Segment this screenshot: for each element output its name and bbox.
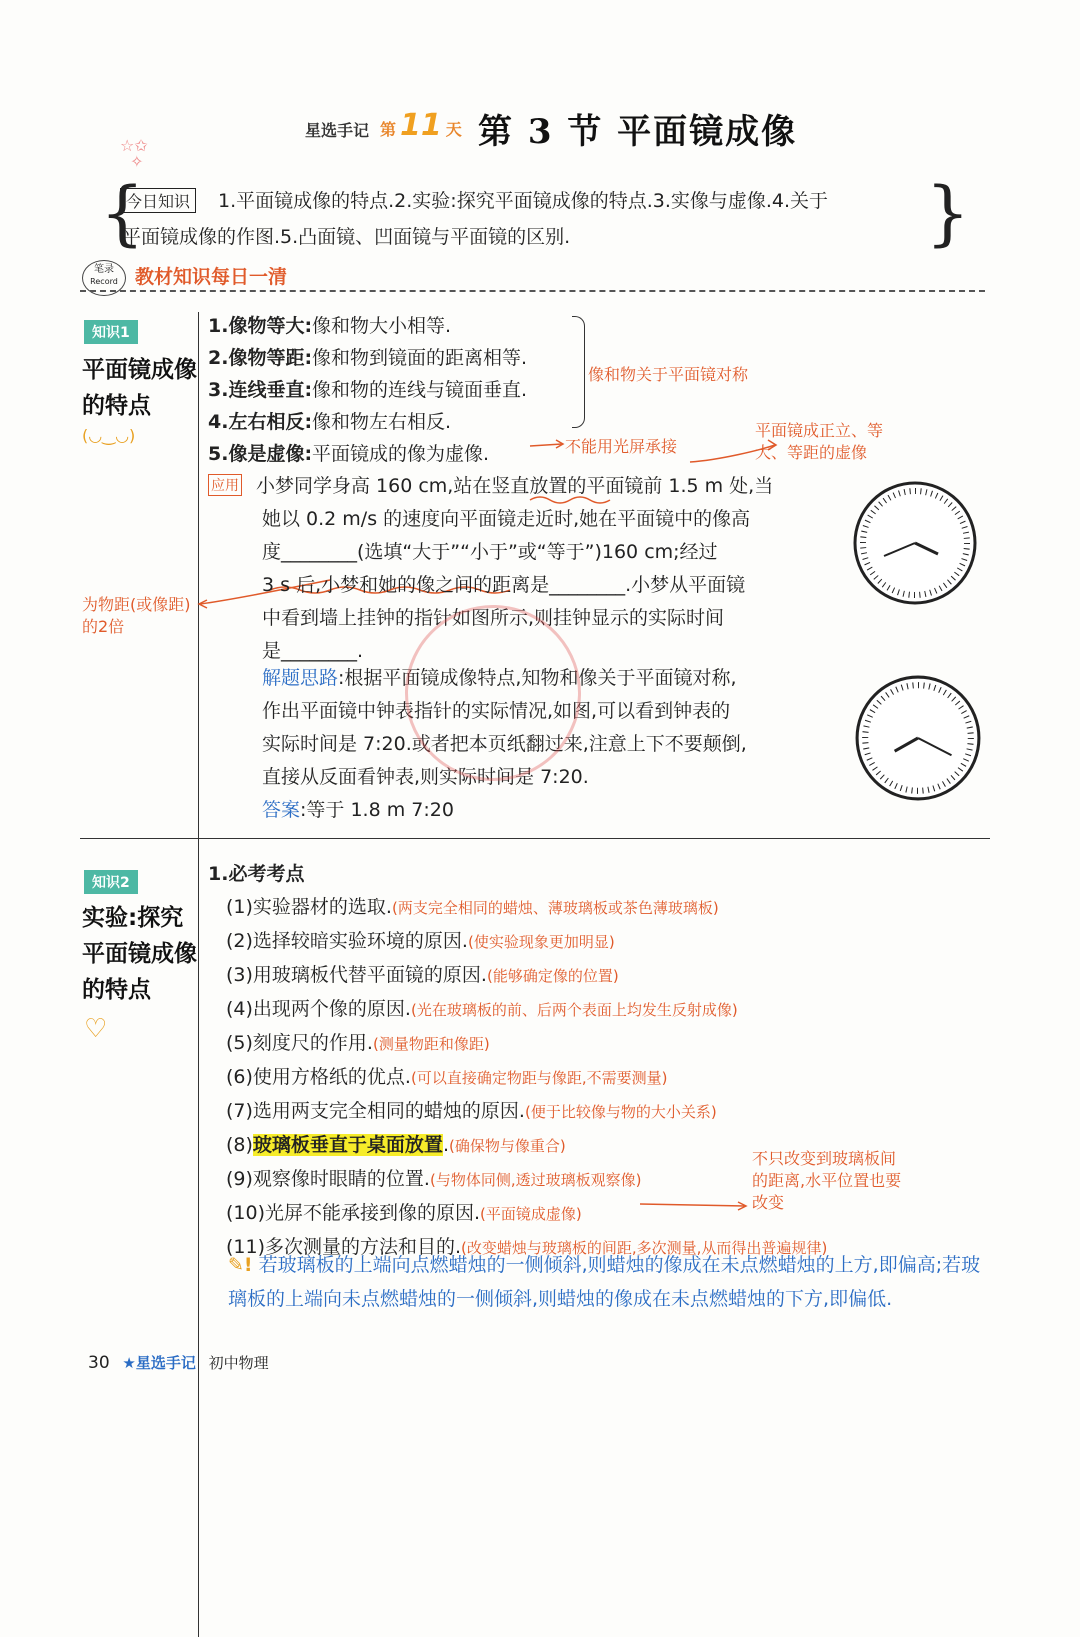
analysis-label: 解题思路 [262, 667, 339, 689]
page-title: 第 3 节 平面镜成像 [478, 112, 798, 152]
note-cannot-screen: 不能用光屏承接 [565, 437, 678, 456]
clock-icon [852, 672, 984, 804]
arrow-cannot [530, 444, 562, 446]
summary-line-2: 平面镜成像的作图.5.凸面镜、凹面镜与平面镜的区别. [122, 226, 571, 248]
knowledge-1-tag: 知识1 [84, 320, 138, 344]
list-item: (5)刻度尺的作用.(测量物距和像距) [226, 1032, 490, 1054]
analysis-line: 直接从反面看钟表,则实际时间是 7:20. [262, 766, 589, 788]
list-item: (9)观察像时眼睛的位置.(与物体同侧,透过玻璃板观察像) [226, 1168, 642, 1190]
record-title: 教材知识每日一清 [135, 266, 288, 288]
tip-content: 若玻璃板的上端向点燃蜡烛的一侧倾斜,则蜡烛的像成在未点燃蜡烛的上方,即偏高;若玻璃板的上端向未点燃蜡烛的一侧倾斜,则蜡烛的像成在未点燃蜡烛的下方,即偏低. [228, 1254, 981, 1310]
question-line: 她以 0.2 m/s 的速度向平面镜走近时,她在平面镜中的像高 [262, 508, 751, 530]
list-item: (2)选择较暗实验环境的原因.(使实验现象更加明显) [226, 930, 615, 952]
k2-heading: 1.必考考点 [208, 863, 305, 885]
page-number: 30 [88, 1353, 110, 1373]
note-distance: 为物距(或像距)的2倍 [82, 595, 191, 636]
tip-text [228, 1248, 988, 1316]
list-item: (8)玻璃板垂直于桌面放置.(确保物与像重合) [226, 1134, 566, 1156]
warning-pen-icon: ✎! [228, 1254, 253, 1276]
question-line: 是________. [262, 640, 364, 662]
note-symmetric: 像和物关于平面镜对称 [588, 365, 749, 384]
knowledge-2-tag: 知识2 [84, 870, 138, 894]
arrow-virtual [690, 445, 775, 462]
star-icon: ★ [122, 1354, 136, 1372]
note-change-position: 不只改变到玻璃板间的距离,水平位置也要改变 [752, 1149, 902, 1212]
question-line: 3 s 后,小梦和她的像之间的距离是________.小梦从平面镜 [262, 574, 746, 596]
right-brace-icon: } [925, 172, 970, 254]
record-badge-cn: 笔录 [94, 264, 114, 275]
knowledge-1-title: 平面镜成像的特点 [82, 357, 197, 419]
note-virtual-image: 平面镜成正立、等大、等距的虚像 [755, 421, 884, 462]
highlight-text: 玻璃板垂直于桌面放置 [252, 1134, 443, 1156]
series-name: 星选手记 [305, 121, 370, 140]
list-item: (10)光屏不能承接到像的原因.(平面镜成虚像) [226, 1202, 582, 1224]
footer [88, 1352, 269, 1373]
record-badge-en: Record [90, 277, 118, 286]
question-line: 中看到墙上挂钟的指针如图所示,则挂钟显示的实际时间 [262, 607, 725, 629]
analysis-line: 实际时间是 7:20.或者把本页纸翻过来,注意上下不要颠倒, [262, 733, 747, 755]
day-suffix: 天 [445, 120, 462, 139]
list-item: (1)实验器材的选取.(两支完全相同的蜡烛、薄玻璃板或茶色薄玻璃板) [226, 896, 719, 918]
answer-line: 答案:等于 1.8 m 7:20 [262, 799, 454, 821]
star-icon: ☆✩ ✧ [120, 136, 148, 171]
list-item: (7)选用两支完全相同的蜡烛的原因.(便于比较像与物的大小关系) [226, 1100, 717, 1122]
answer-label: 答案 [262, 799, 301, 821]
knowledge-2-title: 实验:探究平面镜成像的特点 [82, 905, 197, 1003]
point-3: 3.连线垂直:像和物的连线与镜面垂直. [208, 379, 528, 401]
day-prefix: 第 [380, 120, 397, 139]
list-item: (4)出现两个像的原因.(光在玻璃板的前、后两个表面上均发生反射成像) [226, 998, 738, 1020]
list-item: (6)使用方格纸的优点.(可以直接确定物距与像距,不需要测量) [226, 1066, 668, 1088]
footer-subject: 初中物理 [208, 1354, 269, 1372]
point-5: 5.像是虚像:平面镜成的像为虚像. [208, 443, 490, 465]
footer-brand: 星选手记 [135, 1354, 196, 1372]
point-1: 1.像物等大:像和物大小相等. [208, 315, 452, 337]
analysis-line: 作出平面镜中钟表指针的实际情况,如图,可以看到钟表的 [262, 700, 731, 722]
heart-icon: ♡ [84, 1014, 108, 1044]
summary-line-1: 1.平面镜成像的特点.2.实验:探究平面镜成像的特点.3.实像与虚像.4.关于 [218, 190, 829, 212]
analysis-line: 解题思路:根据平面镜成像特点,知物和像关于平面镜对称, [262, 667, 737, 689]
left-brace-icon: { [100, 172, 145, 254]
list-item: (3)用玻璃板代替平面镜的原因.(能够确定像的位置) [226, 964, 619, 986]
application-tag: 应用 [208, 474, 242, 496]
today-knowledge-tag: 今日知识 [120, 188, 196, 213]
list-item: (11)多次测量的方法和目的.(改变蜡烛与玻璃板的间距,多次测量,从而得出普遍规律) [226, 1236, 828, 1258]
point-2: 2.像物等距:像和物到镜面的距离相等. [208, 347, 528, 369]
question-line: 小梦同学身高 160 cm,站在竖直放置的平面镜前 1.5 m 处,当 [256, 475, 774, 497]
smiley-icon: (◡‿◡) [82, 426, 136, 445]
point-4: 4.左右相反:像和物左右相反. [208, 411, 452, 433]
day-number: 11 [400, 108, 442, 143]
question-line: 度________(选填“大于”“小于”或“等于”)160 cm;经过 [262, 541, 718, 563]
clock-icon [850, 478, 980, 608]
